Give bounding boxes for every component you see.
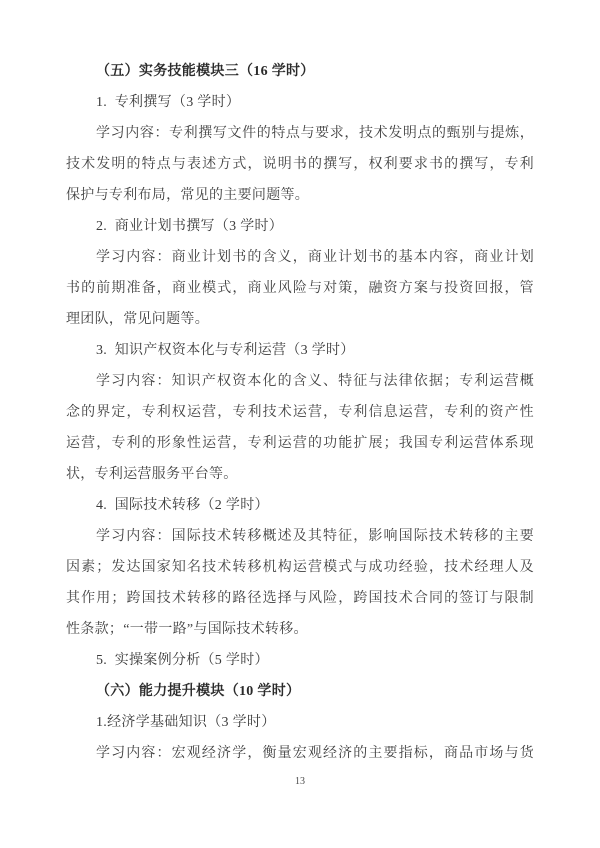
page-number: 13 (295, 776, 305, 787)
para-line: 技术发明的特点与表述方式，说明书的撰写，权利要求书的撰写，专利 (66, 157, 534, 172)
para-line: 学习内容：知识产权资本化的含义、特征与法律依据；专利运营概 (96, 374, 534, 389)
item-1-economics-basics: 1.经济学基础知识（3 学时） (96, 715, 276, 730)
para-line: 理团队，常见问题等。 (66, 312, 209, 327)
item-2-business-plan: 2. 商业计划书撰写（3 学时） (96, 219, 284, 234)
item-4-intl-tech-transfer: 4. 国际技术转移（2 学时） (96, 498, 269, 513)
para-line: 保护与专利布局，常见的主要问题等。 (66, 188, 310, 203)
para-line: 学习内容：宏观经济学，衡量宏观经济的主要指标，商品市场与货 (96, 746, 534, 761)
para-line: 书的前期准备，商业模式，商业风险与对策，融资方案与投资回报，管 (66, 281, 534, 296)
heading-module-five: （五）实务技能模块三（16 学时） (96, 64, 315, 79)
para-line: 学习内容：专利撰写文件的特点与要求，技术发明点的甄别与提炼， (96, 126, 534, 141)
para-line: 因素；发达国家知名技术转移机构运营模式与成功经验，技术经理人及 (66, 560, 534, 575)
item-3-ip-capitalization: 3. 知识产权资本化与专利运营（3 学时） (96, 343, 355, 358)
item-1-patent-drafting: 1. 专利撰写（3 学时） (96, 95, 241, 110)
para-line: 运营，专利的形象性运营，专利运营的功能扩展；我国专利运营体系现 (66, 436, 534, 451)
para-line: 念的界定，专利权运营，专利技术运营，专利信息运营，专利的资产性 (66, 405, 534, 420)
item-5-case-analysis: 5. 实操案例分析（5 学时） (96, 653, 269, 668)
para-line: 状，专利运营服务平台等。 (66, 467, 238, 482)
para-line: 性条款；“一带一路”与国际技术转移。 (66, 622, 308, 637)
para-line: 学习内容：商业计划书的含义，商业计划书的基本内容，商业计划 (96, 250, 534, 265)
para-line: 其作用；跨国技术转移的路径选择与风险，跨国技术合同的签订与限制 (66, 591, 534, 606)
heading-module-six: （六）能力提升模块（10 学时） (96, 684, 301, 699)
para-line: 学习内容：国际技术转移概述及其特征，影响国际技术转移的主要 (96, 529, 534, 544)
